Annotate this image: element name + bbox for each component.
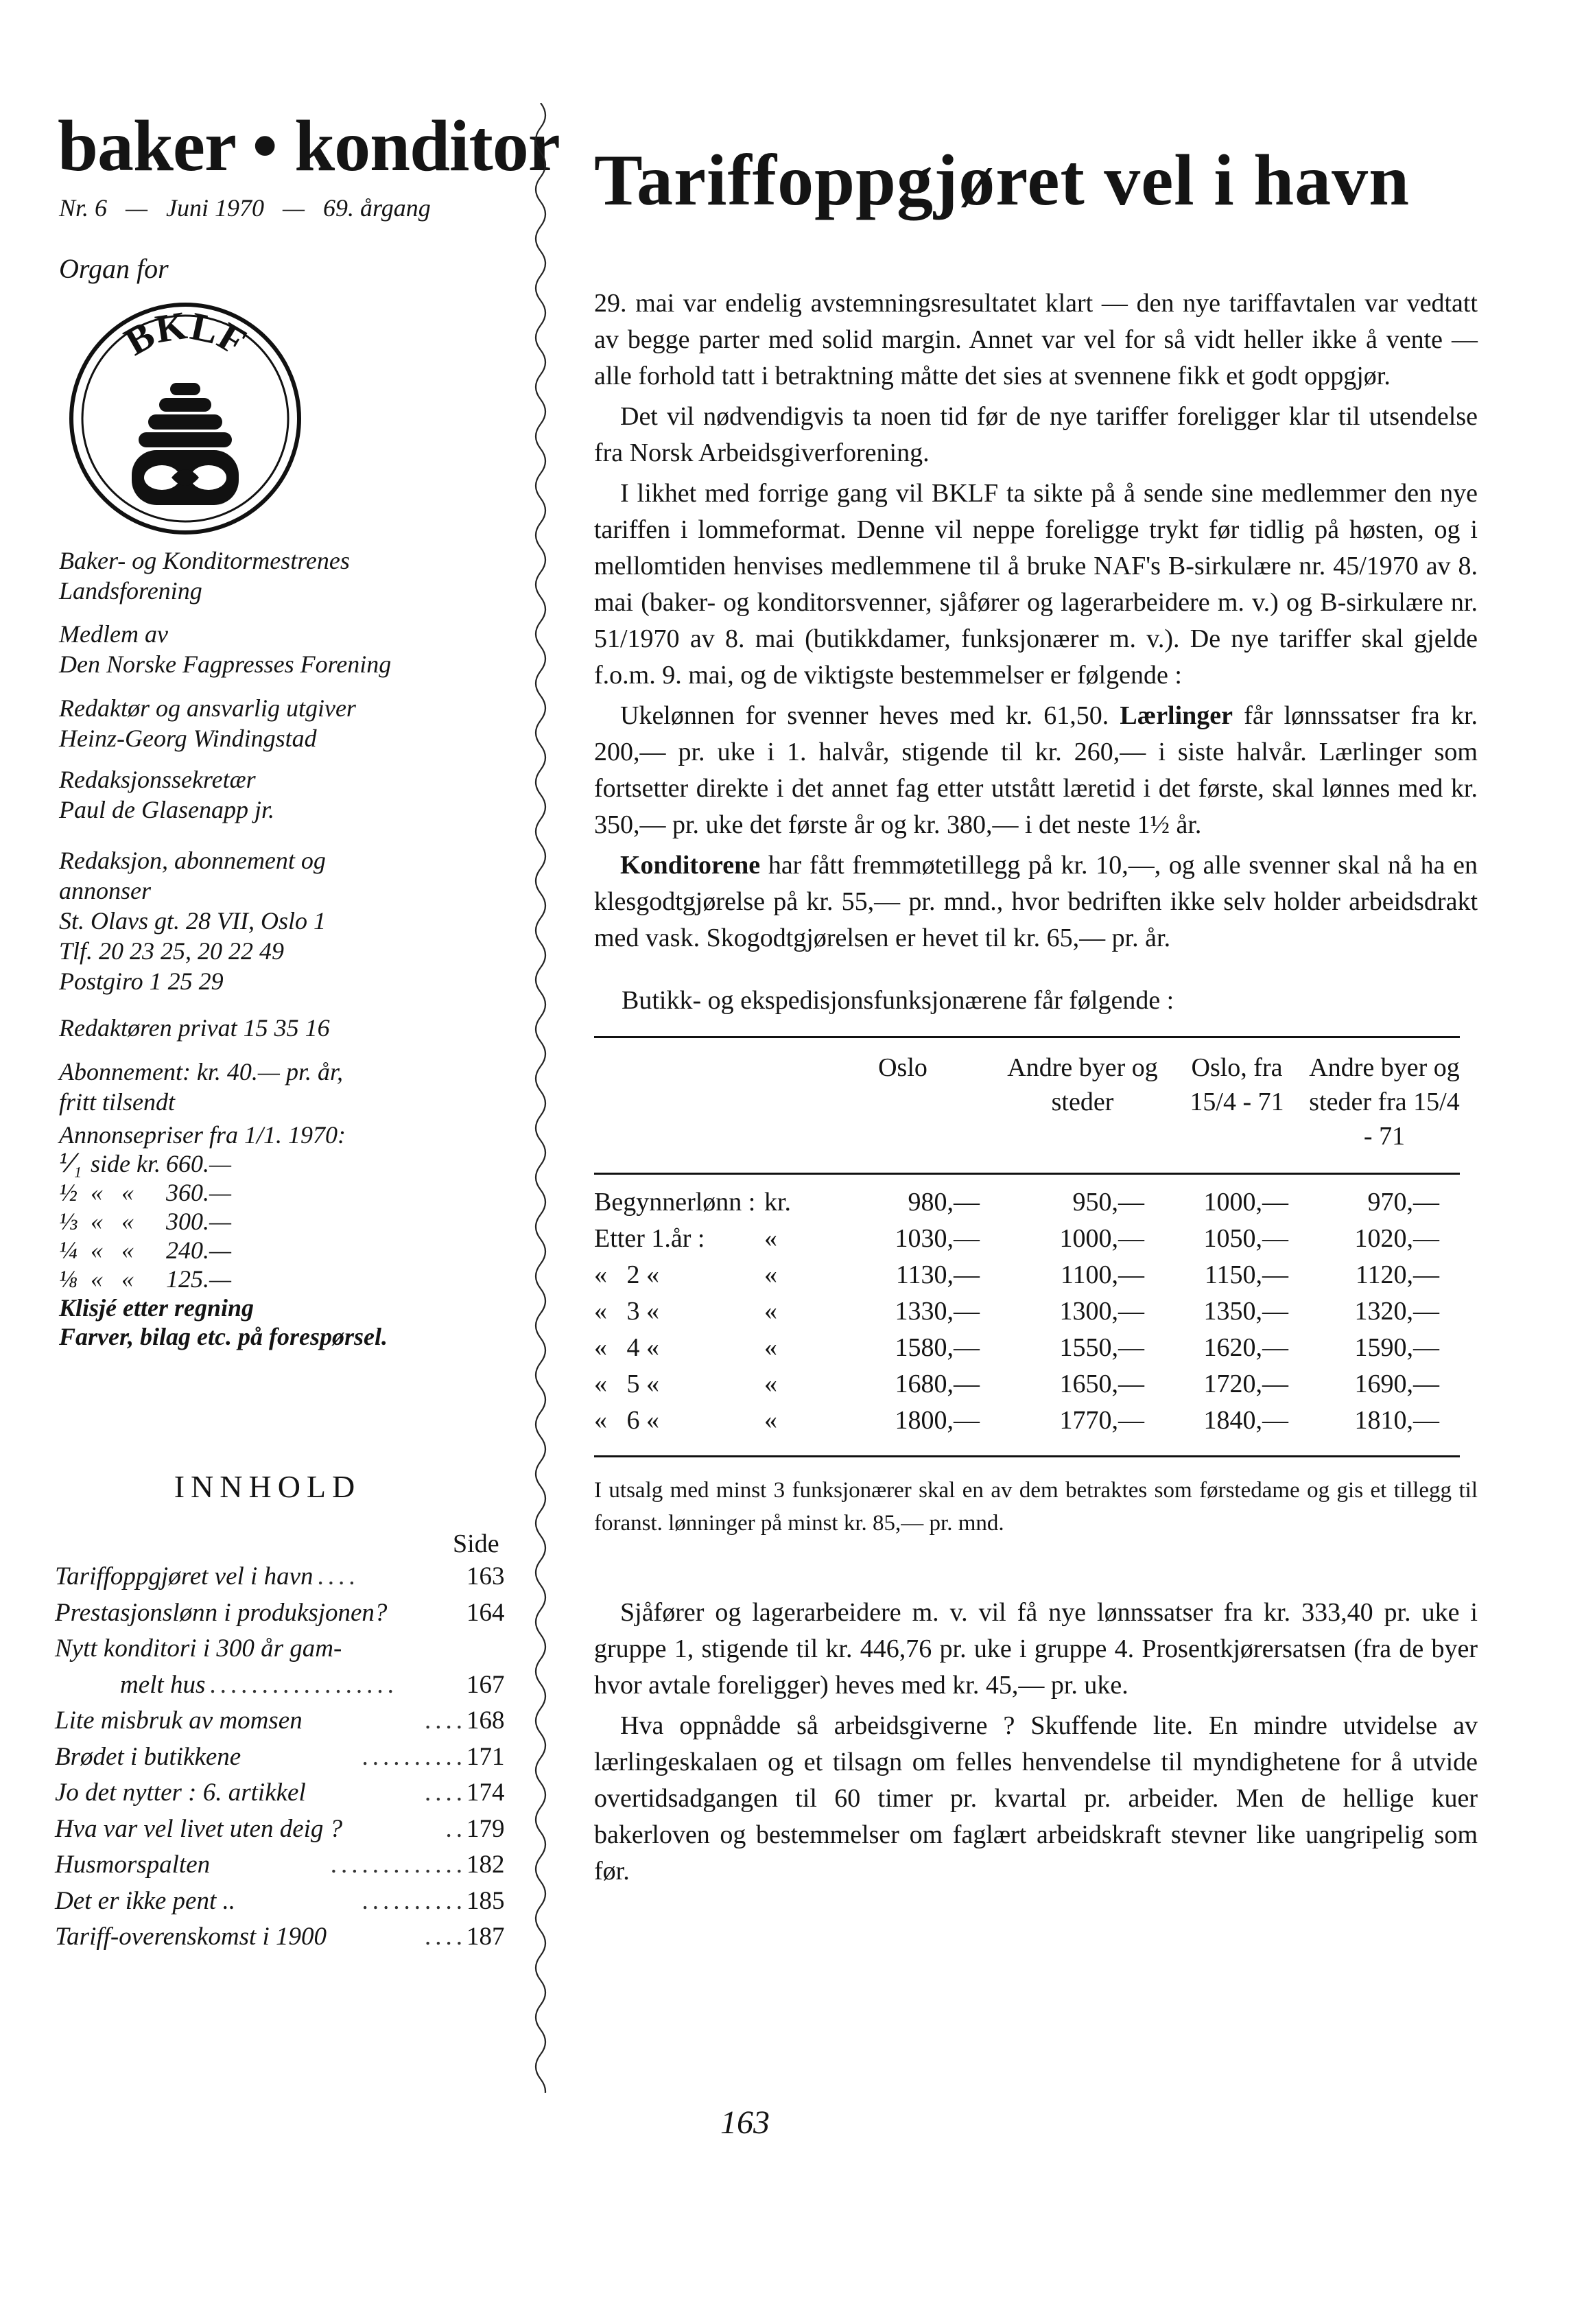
row-label: « 2 « [594,1260,659,1289]
cell-andre-byer-1971: 1590,— [1354,1333,1439,1362]
table-header: Oslo, fra 15/4 - 71 [1190,1053,1284,1116]
table-row [594,1366,1460,1402]
cell-andre-byer: 1100,— [1060,1260,1144,1289]
bold-term: Lærlinger [1120,701,1233,730]
toc-item[interactable]: Tariffoppgjøret vel i havn .... 163 [55,1562,505,1591]
ad-prices-title: Annonsepriser fra 1/1. 1970: [59,1121,346,1149]
row-label: Begynnerlønn : [594,1188,756,1217]
ad-price-row: ½ « « 360.— [59,1179,232,1206]
row-currency: « [764,1333,777,1362]
org-name: Baker- og Konditormestrenes Landsforening [59,547,350,605]
toc-item[interactable]: Lite misbruk av momsen .... 168 [55,1706,505,1735]
wavy-column-divider [527,103,554,2093]
editor-info: Redaktør og ansvarlig utgiver Heinz-Georg Windingstad [59,694,356,752]
cell-oslo-1971: 1150,— [1204,1260,1288,1289]
toc-item[interactable]: Husmorspalten ............. 182 [55,1851,505,1879]
row-label: « 6 « [594,1406,659,1435]
cell-oslo-1971: 1720,— [1203,1370,1288,1398]
row-label: « 4 « [594,1333,659,1362]
row-currency: « [764,1297,777,1326]
secretary-info: Redaksjonssekretær Paul de Glasenapp jr. [59,766,274,823]
row-label: Etter 1.år : [594,1224,705,1253]
cell-oslo-1971: 1620,— [1203,1333,1288,1362]
toc-item[interactable]: Tariff-overenskomst i 1900 .... 187 [55,1923,505,1951]
row-currency: « [764,1224,777,1253]
subscription-info: Abonnement: kr. 40.— pr. år, fritt tilsendt [59,1058,343,1116]
cell-oslo: 980,— [908,1188,980,1217]
toc-item[interactable]: Jo det nytter : 6. artikkel .... 174 [55,1779,505,1807]
cell-andre-byer: 1770,— [1059,1406,1144,1435]
editor-private: Redaktøren privat 15 35 16 [59,1014,330,1042]
office-info: Redaksjon, abonnement og annonser St. Olavs gt. 28 VII, Oslo 1 Tlf. 20 23 25, 20 22 49 Postgiro 1 25 29 [59,847,326,995]
toc-item[interactable]: Prestasjonslønn i produksjonen? 164 [55,1598,505,1627]
cell-andre-byer-1971: 1320,— [1354,1297,1439,1326]
cell-oslo-1971: 1840,— [1203,1406,1288,1435]
wage-table [594,1036,1460,1457]
table-row [594,1402,1460,1457]
cell-oslo: 1130,— [895,1260,980,1289]
cell-andre-byer: 1300,— [1059,1297,1144,1326]
article-paragraph: Hva oppnådde så arbeidsgiverne ? Skuffende lite. En mindre utvidelse av lærlingeskalaen og et tilsagn om felles henvendelse til myndighetene for å utvide overtidsadgangen til 60 timer pr. kvartal pr. arbeider. Men de hellige kuer bakerloven og bestemmelser om faglært arbeidskraft stevner like uangripelig som før. [594,1711,1478,1886]
ad-price-row: ⅛ « « 125.— [59,1265,232,1293]
article-paragraph: I likhet med forrige gang vil BKLF ta sikte på å sende sine medlemmer den nye tariffen i lommeformat. Denne vil neppe foreligge trykt før tidlig på høsten, og i mellomtiden henvises medlemmene til å bruke NAF's B-sirkulære nr. 45/1970 av 8. mai (baker- og konditorsvenner, sjåfører og lagerarbeidere m. v.) og B-sirkulære nr. 51/1970 av 8. mai (butikkdamer, funksjonærer m. v.). De nye tariffer skal gjelde f.o.m. 9. mai, og de viktigste bestemmelser er følgende : [594,479,1478,690]
toc-item[interactable]: Hva var vel livet uten deig ? .. 179 [55,1814,505,1843]
cell-oslo: 1030,— [895,1224,980,1253]
logo-text: BKLF [117,303,255,364]
row-currency: « [764,1370,777,1398]
cell-andre-byer-1971: 970,— [1367,1188,1439,1217]
ad-price-row: ¼ « « 240.— [59,1236,232,1264]
article-paragraph: 29. mai var endelig avstemningsresultatet klart — den nye tariffavtalen var vedtatt av begge parter med solid margin. Annet var vel for så vidt heller ikke å vente — alle forhold tatt i betraktning måtte det sies at svennene fikk et godt oppgjør. [594,289,1478,390]
article-paragraph: Sjåfører og lagerarbeidere m. v. vil få nye lønnssatser fra kr. 333,40 pr. uke i gruppe 1, stigende til kr. 446,76 pr. uke i gruppe 4. Prosentkjørersatsen (fra de byer hvor avtale foreligger) heves med kr. 45,— pr. uke. [594,1598,1478,1700]
masthead-title: baker • konditor [58,106,560,186]
table-header: Andre byer og steder [1007,1053,1158,1116]
article-paragraph: Det vil nødvendigvis ta noen tid før de nye tariffer foreligger klar til utsendelse fra Norsk Arbeidsgiverforening. [594,402,1478,467]
ad-price-row: ⅓ « « 300.— [59,1208,232,1235]
row-currency: kr. [764,1188,792,1217]
table-row [594,1174,1460,1221]
contents-side-label: Side [453,1529,499,1558]
cell-andre-byer: 1550,— [1059,1333,1144,1362]
bklf-logo [69,302,302,535]
article [594,140,1478,1894]
table-row [594,1257,1460,1293]
article-paragraph: Konditorene har fått fremmøtetillegg på kr. 10,—, og alle svenner skal nå ha en klesgodtgjørelse på kr. 55,— pr. mnd., hvor bedriften ikke selv holder arbeidsdrakt med vask. Skogodtgjørelsen er hevet til kr. 65,— pr. år. [594,851,1478,952]
organ-for-label: Organ for [59,253,169,284]
cell-andre-byer-1971: 1810,— [1354,1406,1439,1435]
cell-andre-byer: 1650,— [1059,1370,1144,1398]
row-label: « 3 « [594,1297,659,1326]
toc-item[interactable]: Brødet i butikkene .......... 171 [55,1742,505,1771]
table-intro: Butikk- og ekspedisjonsfunksjonærene får følgende : [622,986,1174,1015]
member-of: Medlem av Den Norske Fagpresses Forening [59,620,392,678]
toc-item[interactable]: melt hus .................. 167 [95,1670,505,1699]
page-number: 163 [720,2104,770,2141]
toc-item[interactable]: Det er ikke pent .. .......... 185 [55,1886,505,1915]
cell-oslo: 1580,— [895,1333,980,1362]
row-currency: « [764,1406,777,1435]
cell-oslo: 1680,— [895,1370,980,1398]
bold-term: Konditorene [620,851,761,880]
cell-oslo: 1800,— [895,1406,980,1435]
cell-oslo-1971: 1350,— [1203,1297,1288,1326]
table-of-contents [55,1559,505,1956]
article-paragraph: Ukelønnen for svenner heves med kr. 61,50. Lærlinger får lønnssatser fra kr. 200,— pr. uke i 1. halvår, stigende til kr. 260,— i siste halvår. Lærlinger som fortsetter direkte i det annet fag etter utstått læretid i det første, skal lønnes med kr. 350,— pr. uke det første år og kr. 380,— i det neste 1½ år. [594,701,1478,839]
cell-andre-byer-1971: 1120,— [1355,1260,1439,1289]
cell-oslo-1971: 1050,— [1203,1224,1288,1253]
ad-prices [59,1120,388,1351]
table-header: Andre byer og steder fra 15/4 - 71 [1309,1053,1460,1151]
issue-line: Nr. 6 — Juni 1970 — 69. årgang [59,194,431,222]
toc-item[interactable]: Nytt konditori i 300 år gam- [55,1634,342,1663]
ad-price-row: ⅟₁ side kr. 660.— [59,1150,232,1177]
table-row [594,1293,1460,1330]
table-note: I utsalg med minst 3 funksjonærer skal en av dem betraktes som førstedame og gis et tillegg til foranst. lønninger på minst kr. 85,— pr. mnd. [594,1478,1478,1536]
cell-oslo: 1330,— [895,1297,980,1326]
article-headline: Tariffoppgjøret vel i havn [594,140,1410,220]
row-label: « 5 « [594,1370,659,1398]
cell-oslo-1971: 1000,— [1203,1188,1288,1217]
table-row [594,1221,1460,1257]
cell-andre-byer: 1000,— [1059,1224,1144,1253]
cell-andre-byer: 950,— [1072,1188,1144,1217]
cell-andre-byer-1971: 1020,— [1354,1224,1439,1253]
cell-andre-byer-1971: 1690,— [1354,1370,1439,1398]
cliche-note: Klisjé etter regning [59,1294,255,1322]
colors-note: Farver, bilag etc. på forespørsel. [59,1323,388,1350]
contents-title: INNHOLD [174,1469,362,1504]
table-header: Oslo [878,1053,927,1082]
table-header-row [594,1037,1460,1174]
row-currency: « [764,1260,777,1289]
table-row [594,1330,1460,1366]
